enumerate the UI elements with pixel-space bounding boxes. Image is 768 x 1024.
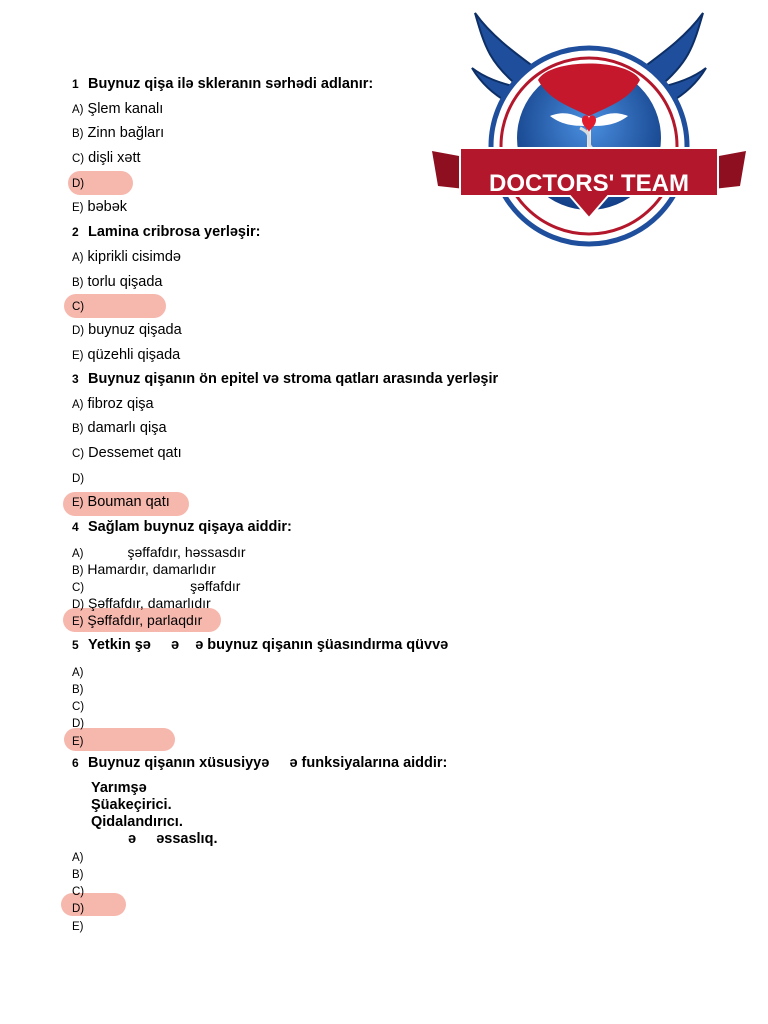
option-letter: C) bbox=[72, 301, 85, 313]
option-letter: E) bbox=[72, 921, 84, 933]
question-number: 5 bbox=[72, 638, 79, 652]
option-letter: E) bbox=[72, 202, 84, 214]
highlight-q6-d bbox=[61, 893, 126, 916]
option-5b[interactable] bbox=[72, 680, 84, 696]
option-letter: D) bbox=[72, 325, 85, 337]
question-5 bbox=[72, 637, 448, 653]
option-3c[interactable] bbox=[72, 445, 182, 461]
option-4b[interactable] bbox=[72, 561, 216, 577]
option-letter: C) bbox=[72, 153, 85, 165]
option-1d[interactable] bbox=[72, 175, 84, 191]
option-letter: B) bbox=[72, 423, 84, 435]
option-1e[interactable] bbox=[72, 199, 127, 215]
option-2a[interactable] bbox=[72, 249, 181, 265]
option-3e[interactable] bbox=[72, 494, 170, 510]
question-text: Buynuz qişa ilə skleranın sərhədi adlanır: bbox=[88, 76, 374, 92]
option-text: Bouman qatı bbox=[87, 494, 170, 510]
option-6e[interactable] bbox=[72, 917, 84, 933]
option-2e[interactable] bbox=[72, 347, 180, 363]
question-text: Buynuz qişanın xüsusiyyə ə funksiyalarına aiddir: bbox=[88, 755, 448, 771]
doctors-team-logo bbox=[430, 8, 748, 248]
option-text: dişli xətt bbox=[88, 150, 141, 166]
option-letter: A) bbox=[72, 548, 84, 560]
option-text: Dessemet qatı bbox=[88, 445, 182, 461]
option-4d[interactable] bbox=[72, 595, 211, 611]
option-6c[interactable] bbox=[72, 882, 84, 898]
option-text: Şlem kanalı bbox=[87, 101, 164, 117]
property-item: Yarımşə bbox=[91, 780, 147, 796]
question-number: 2 bbox=[72, 225, 79, 239]
option-letter: B) bbox=[72, 684, 84, 696]
option-1c[interactable] bbox=[72, 150, 141, 166]
property-item: Qidalandırıcı. bbox=[91, 814, 183, 830]
question-text: Lamina cribrosa yerləşir: bbox=[88, 224, 261, 240]
question-6 bbox=[72, 755, 447, 771]
option-4e[interactable] bbox=[72, 612, 202, 628]
option-letter: B) bbox=[72, 128, 84, 140]
option-letter: B) bbox=[72, 277, 84, 289]
option-4c[interactable] bbox=[72, 578, 240, 594]
option-text: qüzehli qişada bbox=[87, 347, 181, 363]
option-5d[interactable] bbox=[72, 714, 84, 730]
option-text: şəffafdır, həssasdır bbox=[127, 544, 246, 560]
option-text: damarlı qişa bbox=[87, 420, 167, 436]
question-text: Sağlam buynuz qişaya aiddir: bbox=[88, 519, 292, 535]
option-5c[interactable] bbox=[72, 697, 84, 713]
option-letter: E) bbox=[72, 616, 84, 628]
option-4a[interactable] bbox=[72, 544, 246, 560]
option-letter: B) bbox=[72, 869, 84, 881]
option-letter: A) bbox=[72, 667, 84, 679]
option-5e[interactable] bbox=[72, 732, 84, 748]
option-6d[interactable] bbox=[72, 899, 84, 915]
question-text: Yetkin şə ə ə buynuz qişanın şüasındırma qüvvə bbox=[88, 637, 449, 653]
option-letter: C) bbox=[72, 886, 85, 898]
option-text: torlu qişada bbox=[87, 274, 163, 290]
option-2b[interactable] bbox=[72, 274, 163, 290]
option-2c[interactable] bbox=[72, 298, 84, 314]
option-6a[interactable] bbox=[72, 848, 84, 864]
question-number: 6 bbox=[72, 756, 79, 770]
option-letter: A) bbox=[72, 104, 84, 116]
question-text: Buynuz qişanın ön epitel və stroma qatları arasında yerləşir bbox=[88, 371, 499, 387]
option-text: bəbək bbox=[87, 199, 128, 215]
option-text: Hamardır, damarlıdır bbox=[87, 561, 216, 577]
svg-text:DOCTORS' TEAM: DOCTORS' TEAM bbox=[489, 170, 689, 197]
option-letter: E) bbox=[72, 497, 84, 509]
option-3a[interactable] bbox=[72, 396, 154, 412]
option-letter: C) bbox=[72, 701, 85, 713]
question-2 bbox=[72, 224, 260, 240]
option-letter: C) bbox=[72, 582, 85, 594]
question-number: 4 bbox=[72, 520, 79, 534]
question-4 bbox=[72, 519, 292, 535]
option-letter: D) bbox=[72, 178, 85, 190]
option-6b[interactable] bbox=[72, 865, 84, 881]
option-1b[interactable] bbox=[72, 125, 164, 141]
option-text: Zinn bağları bbox=[87, 125, 165, 141]
option-letter: D) bbox=[72, 599, 85, 611]
option-letter: C) bbox=[72, 448, 85, 460]
option-text: fibroz qişa bbox=[87, 396, 154, 412]
option-letter: E) bbox=[72, 350, 84, 362]
question-3 bbox=[72, 371, 498, 387]
property-item: ə əssaslıq. bbox=[128, 831, 218, 847]
option-3d[interactable] bbox=[72, 470, 84, 486]
option-letter: A) bbox=[72, 252, 84, 264]
option-3b[interactable] bbox=[72, 420, 167, 436]
option-text: Şəffafdır, parlaqdır bbox=[87, 612, 203, 628]
option-text: Şəffafdır, damarlıdır bbox=[88, 595, 211, 611]
option-letter: D) bbox=[72, 903, 85, 915]
option-text: kiprikli cisimdə bbox=[87, 249, 181, 265]
option-letter: A) bbox=[72, 852, 84, 864]
option-letter: D) bbox=[72, 718, 85, 730]
question-number: 1 bbox=[72, 77, 79, 91]
property-item: Şüakeçirici. bbox=[91, 797, 172, 813]
option-letter: A) bbox=[72, 399, 84, 411]
option-letter: D) bbox=[72, 473, 85, 485]
option-letter: B) bbox=[72, 565, 84, 577]
option-text: şəffafdır bbox=[190, 578, 241, 594]
option-1a[interactable] bbox=[72, 101, 163, 117]
question-1 bbox=[72, 76, 373, 92]
option-letter: E) bbox=[72, 736, 84, 748]
question-number: 3 bbox=[72, 372, 79, 386]
option-2d[interactable] bbox=[72, 322, 182, 338]
option-text: buynuz qişada bbox=[88, 322, 182, 338]
option-5a[interactable] bbox=[72, 663, 84, 679]
